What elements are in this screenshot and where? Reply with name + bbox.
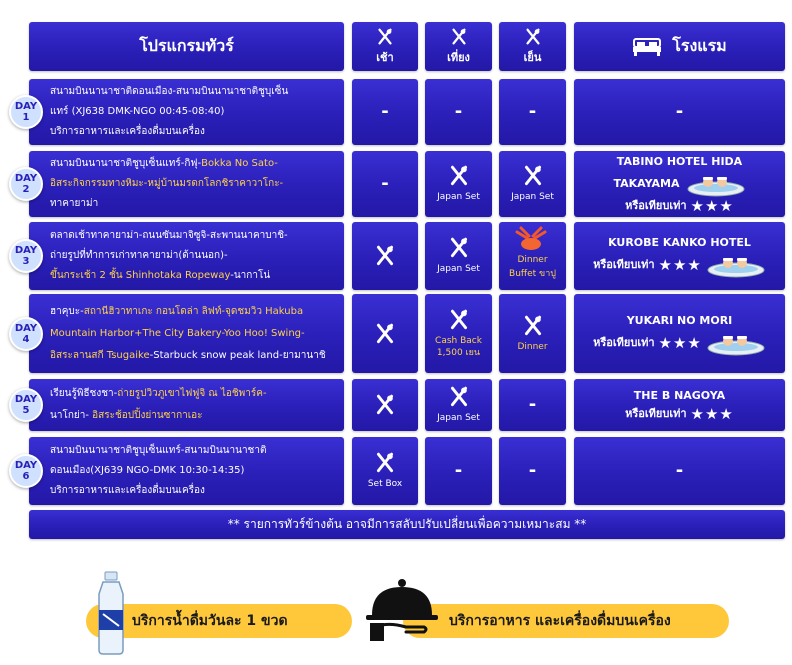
- star-rating-icon: ★★★: [690, 197, 734, 215]
- day-label: DAY: [14, 394, 38, 405]
- meal-service-label: บริการอาหาร และเครื่องดื่มบนเครื่อง: [449, 613, 671, 629]
- day-5-badge: [9, 388, 43, 422]
- plain-text: บริการอาหารและเครื่องดื่มบนเครื่อง: [50, 485, 205, 496]
- hotel-name-2: TAKAYAMA: [613, 177, 680, 190]
- header-lunch-label: เที่ยง: [447, 50, 470, 64]
- bed-icon: [632, 37, 662, 57]
- star-rating-icon: ★★★: [658, 256, 702, 274]
- day-1-lunch: [425, 79, 492, 145]
- meal-note: Japan Set: [437, 192, 480, 202]
- meal-service-pill: [403, 604, 729, 638]
- plain-text: -Starbuck snow peak land-ยามานาชิ: [149, 350, 326, 361]
- day-3-dinner: [499, 222, 566, 290]
- meal-note: Dinner: [517, 255, 548, 265]
- header-dinner-label: เย็น: [523, 50, 542, 64]
- day-4-hotel: [574, 294, 785, 373]
- header-breakfast: [352, 22, 418, 71]
- hotel-name: YUKARI NO MORI: [626, 313, 733, 327]
- fork-knife-icon: [524, 28, 542, 46]
- day-label: DAY: [14, 173, 38, 184]
- day-3-description: [29, 222, 344, 290]
- fork-knife-icon: [448, 237, 470, 259]
- fork-knife-icon: [448, 386, 470, 408]
- fork-knife-icon: [450, 28, 468, 46]
- plain-text: ตลาดเช้าทาคายาม่า-ถนนซันมาจิซูจิ-สะพานนาคาบาชิ-: [50, 230, 288, 241]
- day-4-lunch: [425, 294, 492, 373]
- day-1-badge: [9, 95, 43, 129]
- header-program: [29, 22, 344, 71]
- day-4-badge: [9, 317, 43, 351]
- highlight-text: Mountain Harbor+The City Bakery-Yoo Hoo! Swing-: [50, 328, 305, 339]
- description-line: [50, 323, 338, 345]
- empty-dash: -: [675, 101, 684, 122]
- plain-text: เรียนรู้พิธีชงชา-: [50, 388, 118, 399]
- hotel-rating: [625, 197, 734, 215]
- onsen-bath-icon: [706, 252, 766, 278]
- hotel-name-line-2: [613, 171, 745, 197]
- day-2-breakfast: [352, 151, 418, 217]
- highlight-text: อิสระช้อปปิ้งย่านซากาเอะ: [92, 410, 203, 421]
- day-number: 2: [22, 184, 30, 195]
- hotel-rating: [625, 405, 734, 423]
- plain-text: บริการอาหารและเครื่องดื่มบนเครื่อง: [50, 126, 205, 137]
- crab-icon: [513, 226, 549, 254]
- day-label: DAY: [14, 101, 38, 112]
- plain-text: ดอนเมือง(XJ639 NGO-DMK 10:30-14:35): [50, 465, 245, 476]
- description-line: [50, 461, 338, 481]
- hotel-name: THE B NAGOYA: [633, 389, 726, 402]
- description-line: [50, 441, 338, 461]
- hotel-rating: [593, 330, 766, 356]
- plain-text: ทาคายาม่า: [50, 198, 99, 209]
- day-label: DAY: [14, 323, 38, 334]
- empty-dash: -: [675, 460, 684, 481]
- water-service-label: บริการน้ำดื่มวันละ 1 ขวด: [132, 613, 288, 629]
- description-line: [50, 82, 338, 102]
- star-rating-icon: ★★★: [658, 333, 702, 352]
- fork-knife-icon: [376, 28, 394, 46]
- plain-text: สนามบินนานาชาติดอนเมือง-สนามบินนานาชาติชูบุเซ็น: [50, 86, 289, 97]
- day-5-description: [29, 379, 344, 431]
- water-bottle-icon: [93, 570, 129, 656]
- description-line: [50, 383, 338, 405]
- header-lunch: [425, 22, 492, 71]
- empty-dash: -: [381, 101, 389, 122]
- description-line: [50, 122, 338, 142]
- plain-text: แทร์ (XJ638 DMK-NGO 00:45-08:40): [50, 106, 225, 117]
- day-1-description: [29, 79, 344, 145]
- plain-text: นาโกย่า-: [50, 410, 93, 421]
- highlight-text: ถ่ายรูปวิวภูเขาไฟฟูจิ ณ ไอชิพาร์ค-: [117, 388, 267, 399]
- highlight-text: อิสระลานสกี Tsugaike: [50, 350, 150, 361]
- day-6-lunch: [425, 437, 492, 505]
- day-5-dinner: [499, 379, 566, 431]
- star-rating-icon: ★★★: [690, 405, 734, 423]
- meal-note: Cash Back: [435, 335, 482, 346]
- or-equivalent-text: หรือเทียบเท่า: [625, 407, 687, 420]
- food-cloche-icon: [362, 575, 446, 645]
- meal-note-2: Buffet ขาปู: [509, 269, 556, 279]
- empty-dash: -: [454, 460, 463, 481]
- day-label: DAY: [14, 460, 38, 471]
- day-6-dinner: [499, 437, 566, 505]
- plain-text: ฮาคุบะ-: [50, 306, 84, 317]
- highlight-text: อิสระกิจกรรมทางหิมะ-หมู่บ้านมรดกโลกชิราคาวาโกะ-: [50, 178, 284, 189]
- description-line: [50, 174, 338, 194]
- fork-knife-icon: [374, 394, 396, 416]
- hotel-name: TABINO HOTEL HIDA: [616, 155, 743, 168]
- description-line: [50, 481, 338, 501]
- highlight-text: สถานีฮิวาทาเกะ กอนโดล่า ลิฟท์-จุดชมวิว Hakuba: [83, 306, 304, 317]
- meal-note: Set Box: [367, 479, 403, 489]
- description-line: [50, 301, 338, 323]
- day-2-badge: [9, 167, 43, 201]
- header-dinner: [499, 22, 566, 71]
- meal-note-2: 1,500 เยน: [436, 347, 481, 358]
- day-2-dinner: [499, 151, 566, 217]
- day-3-breakfast: [352, 222, 418, 290]
- fork-knife-icon: [522, 165, 544, 187]
- fork-knife-icon: [448, 309, 470, 331]
- day-number: 1: [22, 112, 30, 123]
- or-equivalent-text: หรือเทียบเท่า: [593, 335, 655, 349]
- day-3-hotel: [574, 222, 785, 290]
- day-5-lunch: [425, 379, 492, 431]
- day-5-breakfast: [352, 379, 418, 431]
- description-line: [50, 226, 338, 246]
- day-3-lunch: [425, 222, 492, 290]
- day-4-dinner: [499, 294, 566, 373]
- day-2-hotel: [574, 151, 785, 217]
- description-line: [50, 154, 338, 174]
- day-6-badge: [9, 454, 43, 488]
- note-bar: [29, 510, 785, 539]
- day-label: DAY: [14, 245, 38, 256]
- day-1-hotel: [574, 79, 785, 145]
- meal-note: Japan Set: [511, 192, 554, 202]
- day-2-lunch: [425, 151, 492, 217]
- description-line: [50, 405, 338, 427]
- empty-dash: -: [528, 101, 537, 122]
- description-line: [50, 194, 338, 214]
- hotel-rating: [593, 252, 766, 278]
- day-1-dinner: [499, 79, 566, 145]
- empty-dash: -: [528, 460, 537, 481]
- meal-note: Dinner: [517, 341, 548, 352]
- description-line: [50, 266, 338, 286]
- highlight-text: ขึ้นกระเช้า 2 ชั้น Shinhotaka Ropeway: [50, 270, 231, 281]
- onsen-bath-icon: [686, 171, 746, 197]
- day-2-description: [29, 151, 344, 217]
- note-text: ** รายการทัวร์ข้างต้น อาจมีการสลับปรับเปลี่ยนเพื่อความเหมาะสม **: [227, 517, 587, 531]
- plain-text: สนามบินนานาชาติชูบุเซ็นแทร์-กิฟุ-: [50, 158, 202, 169]
- description-line: [50, 102, 338, 122]
- fork-knife-icon: [448, 165, 470, 187]
- day-3-badge: [9, 239, 43, 273]
- day-6-hotel: [574, 437, 785, 505]
- plain-text: ถ่ายรูปที่ทำการเก่าทาคายาม่า(ด้านนอก)-: [50, 250, 228, 261]
- header-hotel: [574, 22, 785, 71]
- day-number: 3: [22, 256, 30, 267]
- day-4-breakfast: [352, 294, 418, 373]
- onsen-bath-icon: [706, 330, 766, 356]
- meal-note: Japan Set: [437, 264, 480, 274]
- day-number: 6: [22, 471, 30, 482]
- day-5-hotel: [574, 379, 785, 431]
- hotel-name: KUROBE KANKO HOTEL: [608, 236, 751, 249]
- day-1-breakfast: [352, 79, 418, 145]
- meal-note: Japan Set: [437, 413, 480, 423]
- day-number: 4: [22, 334, 30, 345]
- header-breakfast-label: เช้า: [376, 50, 394, 64]
- or-equivalent-text: หรือเทียบเท่า: [593, 258, 655, 271]
- plain-text: -นากาโน่: [230, 270, 271, 281]
- header-hotel-label: โรงแรม: [672, 36, 727, 55]
- plain-text: สนามบินนานาชาติชูบุเซ็นแทร์-สนามบินนานาชาติ: [50, 445, 267, 456]
- day-6-breakfast: [352, 437, 418, 505]
- empty-dash: -: [528, 394, 537, 415]
- description-line: [50, 345, 338, 367]
- fork-knife-icon: [522, 315, 544, 337]
- fork-knife-icon: [374, 245, 396, 267]
- fork-knife-icon: [374, 323, 396, 345]
- day-4-description: [29, 294, 344, 373]
- description-line: [50, 246, 338, 266]
- day-number: 5: [22, 405, 30, 416]
- header-program-label: โปรแกรมทัวร์: [139, 36, 234, 55]
- empty-dash: -: [381, 173, 389, 194]
- day-6-description: [29, 437, 344, 505]
- or-equivalent-text: หรือเทียบเท่า: [625, 199, 687, 212]
- fork-knife-icon: [374, 452, 396, 474]
- highlight-text: Bokka No Sato-: [201, 158, 278, 169]
- empty-dash: -: [454, 101, 463, 122]
